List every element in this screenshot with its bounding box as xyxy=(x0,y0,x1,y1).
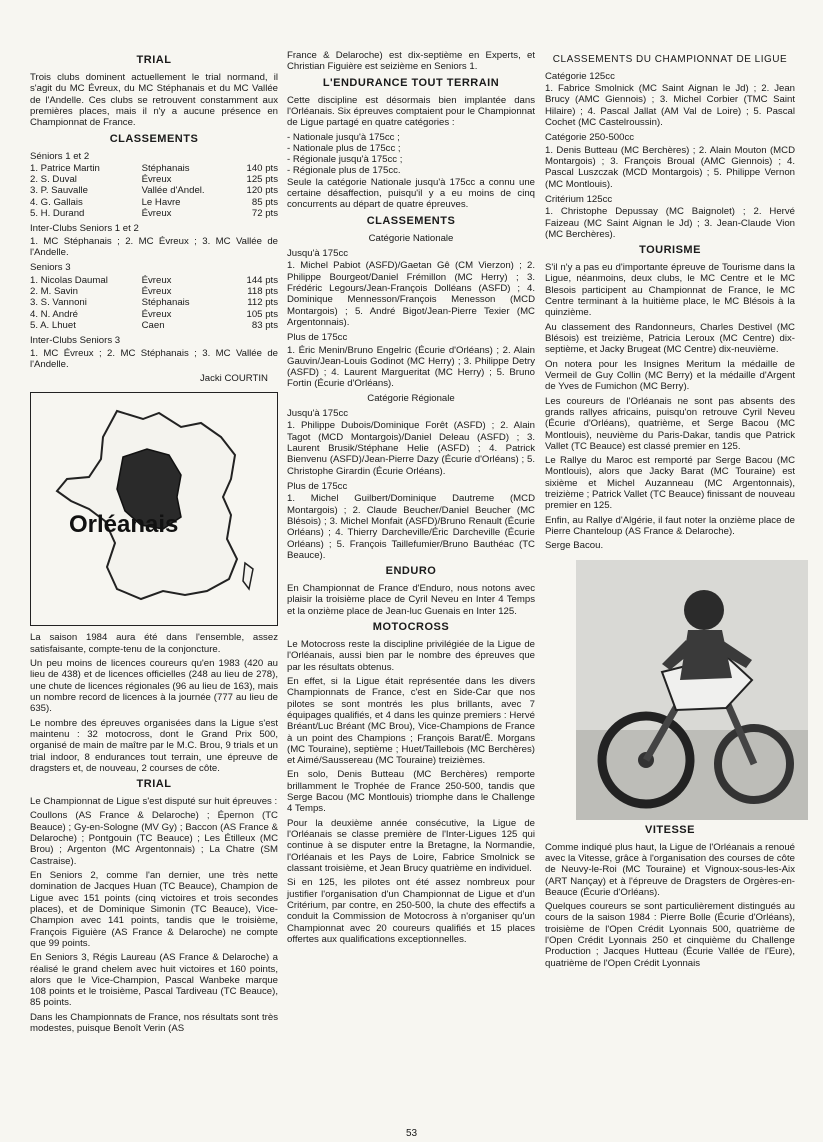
result-club: Le Havre xyxy=(141,196,181,208)
enduro-text: En Championnat de France d'Enduro, nous notons avec plaisir la troisième place de Cyril Neveu en Inter 4 Temps et la onzième place de Jean-luc Guenais en Inter 125. xyxy=(287,583,535,617)
result-club: Évreux xyxy=(141,285,172,297)
ligue-classements-heading: CLASSEMENTS DU CHAMPIONNAT DE LIGUE xyxy=(552,54,788,65)
trial-heading: TRIAL xyxy=(136,54,172,66)
motocross-heading: MOTOCROSS xyxy=(372,621,450,634)
result-name: 1. Patrice Martin xyxy=(30,162,100,174)
paragraph: En Seniors 3, Régis Laureau (AS France & Delaroche) a réalisé le grand chelem avec huit victoires et 160 points, alors que le Vice-Champion, Pascal Wanbeke marque 108 points et le troisième, Pascal Tardiveau (TC Beauce), 85 points. xyxy=(30,952,278,1009)
classements-heading: CLASSEMENTS xyxy=(109,132,199,145)
author-signature: Jacki COURTIN xyxy=(199,373,268,385)
result-club: Vallée d'Andel. xyxy=(141,185,205,197)
result-points: 83 pts xyxy=(251,319,278,331)
paragraph: Un peu moins de licences coureurs qu'en 1983 (420 au lieu de 438) et de licences officielles (248 au lieu de 278), une chute de licences régionales (96 au lieu de 163), mais un nombre record de licences à la journée (777 au lieu de 635). xyxy=(30,658,278,715)
result-row xyxy=(30,275,278,286)
result-name: 4. G. Gallais xyxy=(30,196,83,208)
interclubs3-text: 1. MC Évreux ; 2. MC Stéphanais ; 3. MC Vallée de l'Andelle. xyxy=(30,347,278,370)
paragraph: Dans les Championnats de France, nos résultats sont très modestes, puisque Benoît Verin (AS xyxy=(30,1011,278,1035)
result-row xyxy=(30,185,278,196)
result-row xyxy=(30,174,278,185)
vitesse-heading: VITESSE xyxy=(645,823,695,836)
trial2-section xyxy=(30,796,278,1034)
result-club: Évreux xyxy=(141,174,172,186)
seniors12-table xyxy=(30,163,278,220)
paragraph: En solo, Denis Butteau (MC Berchères) remporte brillamment le Trophée de France 250-500, tandis que Serge Bacou (MC Montlouis) triomphe dans le Challenge 4 Temps. xyxy=(287,769,535,815)
result-points: 112 pts xyxy=(247,297,278,309)
paragraph: Le nombre des épreuves organisées dans la Ligue s'est maintenu : 32 motocross, dont le Grand Prix 500, organisé de main de maître par le M.C. Brou, 9 trials et un trial indoor, 8 endurances tout terrain, une épreuve de dragsters et, de nouveau, 2 courses de côte. xyxy=(30,717,278,774)
cat125-text: 1. Fabrice Smolnick (MC Saint Aignan le Jd) ; 2. Jean Brucy (AMC Giennois) ; 3. Michel Corbier (TMC Saint Hilaire) ; 4. Pascal Jallat (AM Val de Loire) ; 5. Pascal Cochet (MC Castelroussin). xyxy=(545,83,795,129)
result-club: Stéphanais xyxy=(141,162,190,174)
column-2 xyxy=(287,50,535,948)
result-row xyxy=(30,320,278,331)
vitesse-section xyxy=(545,842,795,969)
result-points: 105 pts xyxy=(246,308,278,320)
result-points: 118 pts xyxy=(247,285,278,297)
france-map-figure xyxy=(30,392,278,626)
map-label: Orléanais xyxy=(69,511,179,539)
reg-plus-text: 1. Michel Guilbert/Dominique Dautreme (MCD Montargois) ; 2. Claude Beucher/Daniel Beucher (MC Blésois) ; 3. Michel Monfait (ASFD)/Bruno Renault (Écurie Orléans) ; 4. Thierry Darcheville/Éric Darcheville (Écurie Orléans) ; 5. François Taillefumier/Bruno Bauthéac (TC Beauce). xyxy=(287,493,535,561)
result-club: Évreux xyxy=(141,274,172,286)
paragraph: S'il n'y a pas eu d'importante épreuve de Tourisme dans la Ligue, néanmoins, deux clubs, le MC Centre et le MC Blesois participent au Championnat de France, le MC Centre terminant à la huitième place, le MC Blésois à la quinzième. xyxy=(545,262,795,319)
paragraph: Si en 125, les pilotes ont été assez nombreux pour justifier l'organisation d'un Championnat de Ligue et d'un Critérium, par contre, en 250-500, la chute des effectifs a conduit la Commission de Motocross à n'organiser qu'un Championnat avec 20 coureurs qualifiés et 15 places offertes aux qualifications exceptionnelles. xyxy=(287,877,535,945)
reg-175-text: 1. Philippe Dubois/Dominique Forêt (ASFD) ; 2. Alain Tagot (MCD Montargois)/Daniel Deleau (ASFD) ; 3. Laurent Brusik/Stéphane Helie (ASFD) ; 4. Patrick Bienvenu (ASFD)/Jean-Pierre Dazy (Écurie d'Orléans) ; 5. Christophe Girardin (Écurie Orléans). xyxy=(287,420,535,477)
result-row xyxy=(30,286,278,297)
result-club: Évreux xyxy=(141,308,172,320)
result-row xyxy=(30,309,278,320)
result-club: Évreux xyxy=(141,208,172,220)
cat-nationale-title: Catégorie Nationale xyxy=(368,232,454,244)
result-name: 2. M. Savin xyxy=(30,285,78,297)
trial2-heading: TRIAL xyxy=(136,778,172,791)
seniors3-table xyxy=(30,275,278,332)
photo-caption: Serge Bacou. xyxy=(545,540,604,552)
column-1 xyxy=(30,50,278,1037)
paragraph: Le Motocross reste la discipline privilégiée de la Ligue de l'Orléanais, aussi bien par le nombre des épreuves que par les résultats obtenus. xyxy=(287,639,535,673)
category-item: - Régionale jusqu'à 175cc ; xyxy=(287,154,403,166)
paragraph: En Seniors 2, comme l'an dernier, une très nette domination de Jacques Huan (TC Beauce), Champion de Ligue avec 151 points (cinq victoires et trois secondes places), et de Dominique Simonin (TC Beauce), Vice-Champion avec 141 points, tandis que le troisième, François Figuière (AS France & Delaroche) ne compte que 99 points. xyxy=(30,870,278,949)
endurance-categories xyxy=(287,132,535,177)
result-club: Caen xyxy=(141,319,165,331)
motorcycle-rider-icon xyxy=(576,560,808,820)
seniors12-title: Séniors 1 et 2 xyxy=(30,150,90,162)
cat250-text: 1. Denis Butteau (MC Berchères) ; 2. Alain Mouton (MCD Montargois) ; 3. François Broual (AMC Giennois) ; 4. Pascal Luszczak (MCD Montargois) ; 5. Philippe Vernon (MC Montlouis). xyxy=(545,144,795,190)
france-map-icon xyxy=(31,393,277,623)
paragraph: Au classement des Randonneurs, Charles Destivel (MC Blésois) est treizième, Patricia Leroux (MC Centre) dix-septième, et Jacky Brugeat (MC Centre) dix-neuvième. xyxy=(545,321,795,356)
paragraph: En effet, si la Ligue était représentée dans les divers Championnats de France, c'est en Side-Car que nos pilotes se sont montrés les plus brillants, avec 7 équipages qualifiés, et 4 dans les quinze premiers : Hervé Bréant/Luc Bréant (MC Brou), Vice-Champions de France à un point des Champions ; François Barat/É. Morgans (MC Touraine), septième ; Huet/Taillebois (MC Berchères) et Aimé/Saussereau (MC Touraine) treizièmes. xyxy=(287,675,535,767)
reg-plus-title: Plus de 175cc xyxy=(287,480,348,492)
interclubs12-title: Inter-Clubs Seniors 1 et 2 xyxy=(30,223,139,235)
result-name: 2. S. Duval xyxy=(30,174,77,186)
result-row xyxy=(30,297,278,308)
enduro-heading: ENDURO xyxy=(385,565,437,578)
criterium-text: 1. Christophe Depussay (MC Baignolet) ; 2. Hervé Faizeau (MC Saint Aignan le Jd) ; 3. Jean-Claude Vion (MC Berchères). xyxy=(545,206,795,240)
saison-section xyxy=(30,632,278,774)
result-points: 125 pts xyxy=(246,174,278,186)
nat-175-title: Jusqu'à 175cc xyxy=(287,248,349,259)
result-points: 144 pts xyxy=(246,274,278,286)
interclubs12-text: 1. MC Stéphanais ; 2. MC Évreux ; 3. MC Vallée de l'Andelle. xyxy=(30,235,278,258)
result-name: 3. P. Sauvalle xyxy=(30,185,88,197)
result-points: 72 pts xyxy=(251,208,278,220)
result-row xyxy=(30,163,278,174)
paragraph: On notera pour les Insignes Meritum la médaille de Vermeil de Guy Collin (MC Berry) et la médaille d'Argent de Yves de Fumichon (MC Berry). xyxy=(545,358,795,393)
result-points: 120 pts xyxy=(246,185,278,197)
category-item: - Régionale plus de 175cc. xyxy=(287,165,401,177)
paragraph: Pour la deuxième année consécutive, la Ligue de l'Orléanais se classe première de l'Inter-Ligues 125 qui continue à se disputer entre la Bretagne, la Normandie, l'Orléanais et les Pays de Loire, Fabrice Smolnick se classant troisième, et Jean Brucy quatrième en individuel. xyxy=(287,817,535,874)
seniors3-title: Seniors 3 xyxy=(30,262,71,274)
paragraph: Le Rallye du Maroc est remporté par Serge Bacou (MC Montlouis), alors que Jacky Barat (MC Touraine) est sixième et Michel Auzanneau (MC Argentonnais), treizième ; Patrick Vallet (TC Beauce) finissant de nouveau premier en 125. xyxy=(545,455,795,512)
cat-regionale-title: Catégorie Régionale xyxy=(367,392,455,404)
endurance-intro: Cette discipline est désormais bien implantée dans l'Orléanais. Six épreuves comptaient pour le Championnat de Ligue partagé en quatre catégories : xyxy=(287,94,535,129)
paragraph: Quelques coureurs se sont particulièrement distingués au cours de la saison 1984 : Pierre Bolle (Écurie d'Orléans), troisième de l'Open Crédit Lyonnais 500, quatrième de l'Open Crédit Lyonnais 250 et cinquième du Challenge Production ; Jacques Hutteau (Écurie Vallée de l'Eure), quatrième de l'Open Crédit Lyonnais xyxy=(545,901,795,969)
result-club: Stéphanais xyxy=(141,297,190,309)
result-name: 1. Nicolas Daumal xyxy=(30,274,108,286)
cat250-title: Catégorie 250-500cc xyxy=(545,132,635,144)
paragraph: Les coureurs de l'Orléanais ne sont pas absents des grands rallyes africains, puisqu'on retrouve Cyril Neveu (Écurie d'Orléans), quatrième, et Serge Bacou (MC Montlouis), neuvième du Paris-Dakar, tandis que Patrick Vallet (TC Beauce) est classé premier en 125. xyxy=(545,395,795,452)
result-name: 5. A. Lhuet xyxy=(30,319,76,331)
tourisme-section xyxy=(545,262,795,537)
cat125-title: Catégorie 125cc xyxy=(545,70,615,82)
nat-plus-title: Plus de 175cc xyxy=(287,332,348,344)
column-3 xyxy=(545,50,795,972)
endurance-heading: L'ENDURANCE TOUT TERRAIN xyxy=(322,76,500,89)
continuation-text: France & Delaroche) est dix-septième en Experts, et Christian Figuière est seizième en Seniors 1. xyxy=(287,50,535,73)
result-name: 5. H. Durand xyxy=(30,208,85,220)
criterium-title: Critérium 125cc xyxy=(545,193,613,205)
nat-175-text: 1. Michel Pabiot (ASFD)/Gaetan Gê (CM Vierzon) ; 2. Philippe Bourgeot/Daniel Frémillon (MC Herry) ; 3. Frédéric Legours/Jean-François Dolléans (ASFD) ; 4. Dominique Mennesson/François Menesson (MCD Montargois) ; 5. André Bigot/Jean-Pierre Texier (MC Argentonnais). xyxy=(287,260,535,328)
paragraph: Le Championnat de Ligue s'est disputé sur huit épreuves : xyxy=(30,796,278,808)
result-name: 4. N. André xyxy=(30,308,78,320)
trial-intro: Trois clubs dominent actuellement le trial normand, il s'agit du MC Évreux, du MC Stéphanais et du MC Vallée de l'Andelle. Ces clubs se retrouvent constamment aux premières places, mais il n'y a aucune présence en Championnat de France. xyxy=(30,71,278,129)
reg-175-title: Jusqu'à 175cc xyxy=(287,408,349,420)
result-points: 85 pts xyxy=(251,196,278,208)
interclubs3-title: Inter-Clubs Seniors 3 xyxy=(30,335,121,347)
category-item: - Nationale jusqu'à 175cc ; xyxy=(287,131,400,143)
page-number: 53 xyxy=(405,1128,418,1139)
category-item: - Nationale plus de 175cc ; xyxy=(287,142,401,154)
paragraph: Comme indiqué plus haut, la Ligue de l'Orléanais a renoué avec la Vitesse, grâce à l'organisation des courses de côte de Neuvy-le-Roi (MC Touraine) et Vignoux-sous-les-Aix (ART Nançay) et à l'épreuve de Dragsters de Orgères-en-Beauce (Écurie d'Orléans). xyxy=(545,841,795,898)
nat-plus-text: 1. Éric Menin/Bruno Engelric (Écurie d'Orléans) ; 2. Alain Gauvin/Jean-Louis Godinot (MC Herry) ; 3. Philippe Detry (ASFD) ; 4. Laurent Margueritat (MC Herry) ; 5. Bruno Fortin (Écurie d'Orléans). xyxy=(287,344,535,390)
motocross-section xyxy=(287,639,535,945)
result-points: 140 pts xyxy=(246,162,278,174)
result-row xyxy=(30,208,278,219)
endurance-text2: Seule la catégorie Nationale jusqu'à 175cc a connu une certaine désaffection, puisqu'il y a eu moins de cinq concurrents au départ de quatre épreuves. xyxy=(287,176,535,211)
paragraph: Coullons (AS France & Delaroche) ; Épernon (TC Beauce) ; Gy-en-Sologne (MV Gy) ; Baccon (AS France & Delaroche) ; Pontgouin (TC Beauce) ; Les Étilleux (MC Brou) ; Argenton (MC Argentonnais) ; La Chatre (SM Castraise). xyxy=(30,810,278,867)
endurance-classements-heading: CLASSEMENTS xyxy=(366,214,456,227)
tourisme-heading: TOURISME xyxy=(639,244,701,257)
motorcycle-photo xyxy=(576,560,808,820)
paragraph: La saison 1984 aura été dans l'ensemble, assez satisfaisante, compte-tenu de la conjoncture. xyxy=(30,632,278,655)
result-name: 3. S. Vannoni xyxy=(30,297,87,309)
paragraph: Enfin, au Rallye d'Algérie, il faut noter la onzième place de Pierre Chanteloup (AS France & Delaroche). xyxy=(545,514,795,538)
result-row xyxy=(30,197,278,208)
